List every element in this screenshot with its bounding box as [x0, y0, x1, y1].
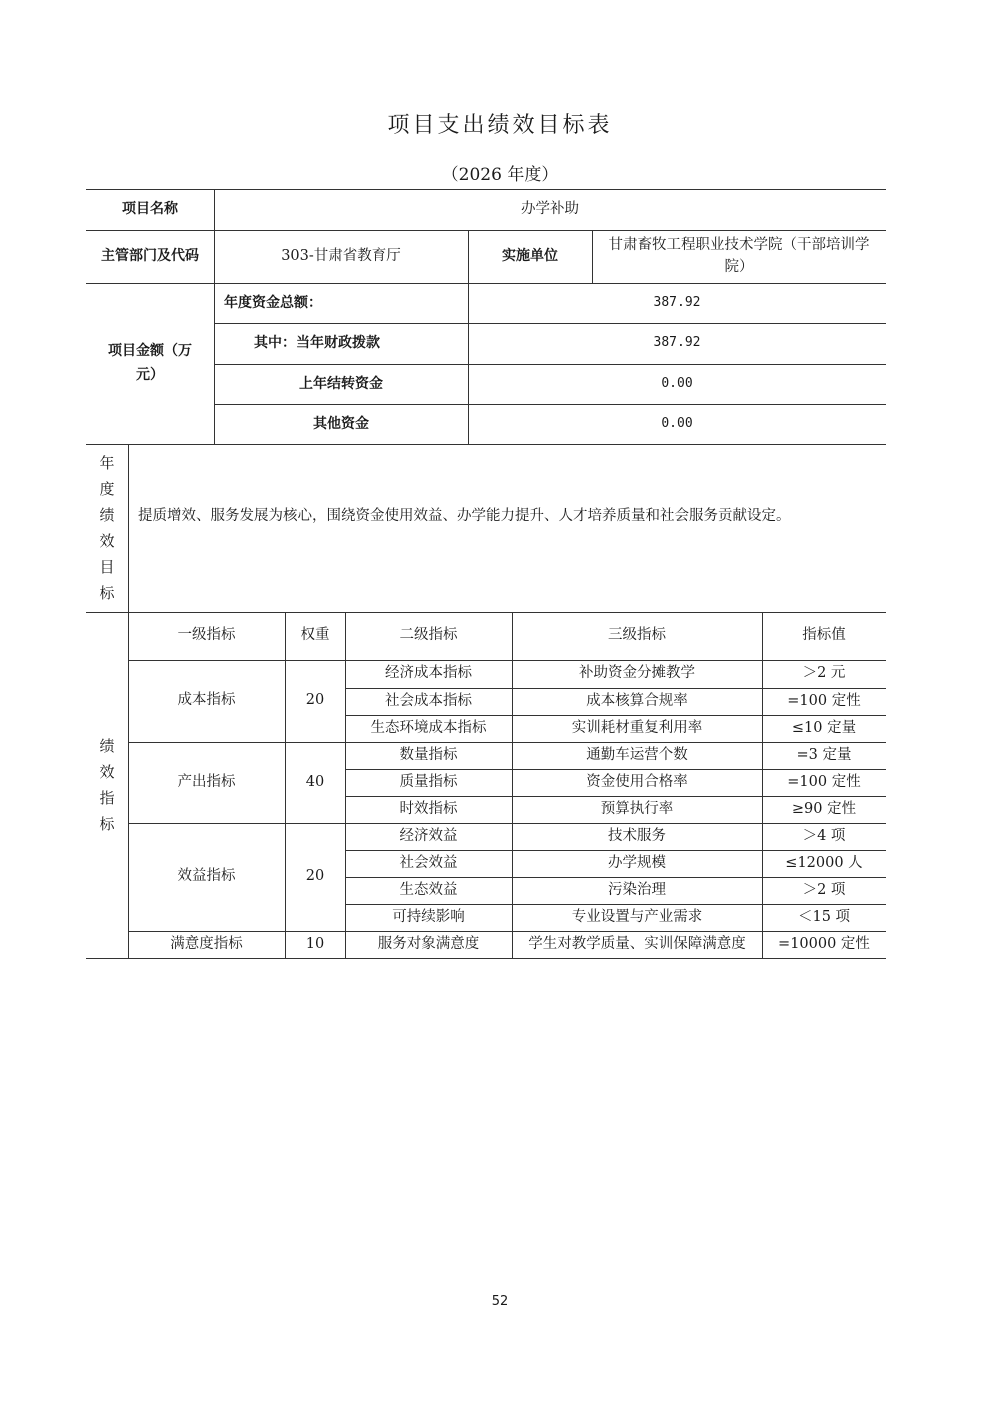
level2-cell: 质量指标 — [399, 773, 458, 790]
level2-cell: 时效指标 — [399, 800, 458, 817]
level3-cell: 实训耗材重复利用率 — [571, 719, 703, 736]
level3-cell: 学生对教学质量、实训保障满意度 — [528, 935, 746, 952]
header-level2: 二级指标 — [399, 627, 458, 644]
implementing-unit-value: 甘肃畜牧工程职业技术学院（干部培训学院） — [608, 237, 870, 275]
header-level3: 三级指标 — [608, 627, 666, 644]
annual-goal-label — [86, 444, 128, 612]
group-satisfaction-weight: 10 — [305, 935, 325, 952]
level2-cell: 社会效益 — [399, 854, 458, 871]
level2-cell: 服务对象满意度 — [377, 935, 480, 952]
value-cell: ＞2 项 — [802, 881, 846, 898]
header-level1: 一级指标 — [177, 627, 236, 644]
level2-cell: 可持续影响 — [392, 908, 465, 925]
project-name-value: 办学补助 — [521, 200, 579, 217]
rule — [86, 958, 886, 959]
level2-cell: 生态效益 — [399, 881, 458, 898]
group-benefit-indicators: 效益指标 — [177, 868, 236, 885]
value-cell: ＞2 元 — [802, 665, 846, 682]
value-cell: =3 定量 — [796, 746, 852, 763]
level3-cell: 资金使用合格率 — [586, 773, 688, 790]
performance-label-char: 指 — [99, 789, 115, 807]
annual-goal-label-char: 度 — [99, 480, 115, 498]
group-cost-weight: 20 — [305, 692, 325, 709]
implementing-unit-label: 实施单位 — [502, 248, 558, 265]
project-name-label: 项目名称 — [122, 201, 178, 218]
document-year: （2026 年度） — [441, 165, 559, 185]
level3-cell: 成本核算合规率 — [586, 692, 688, 709]
level2-cell: 社会成本指标 — [385, 692, 472, 709]
group-output-indicators: 产出指标 — [177, 773, 236, 790]
level2-cell: 经济成本指标 — [385, 665, 472, 682]
project-amount-label: 项目金额（万元） — [108, 342, 192, 383]
annual-goal-label-char: 目 — [99, 558, 115, 576]
value-cell: ≥90 定性 — [791, 800, 857, 817]
value-cell: =100 定性 — [787, 692, 861, 709]
value-cell: ≤10 定量 — [791, 719, 857, 736]
value-cell: =100 定性 — [787, 773, 861, 790]
value-cell: ≤12000 人 — [785, 854, 863, 871]
annual-total-value: 387.92 — [653, 294, 701, 310]
annual-goal-text: 提质增效、服务发展为核心，围绕资金使用效益、办学能力提升、人才培养质量和社会服务贡献设定。 — [138, 508, 791, 525]
level2-cell: 数量指标 — [399, 746, 458, 763]
value-cell: ＞4 项 — [802, 827, 846, 844]
level2-cell: 生态环境成本指标 — [370, 719, 487, 736]
annual-goal-label-char: 效 — [99, 532, 115, 550]
performance-label-char: 标 — [99, 815, 115, 833]
level3-cell: 办学规模 — [608, 854, 666, 871]
carryover-value: 0.00 — [661, 375, 693, 391]
performance-indicators-label — [86, 612, 128, 958]
document-title: 项目支出绩效目标表 — [387, 113, 613, 138]
performance-label-char: 绩 — [99, 737, 115, 755]
carryover-label: 上年结转资金 — [299, 375, 383, 392]
level3-cell: 技术服务 — [608, 827, 666, 844]
department-value: 303-甘肃省教育厅 — [281, 247, 401, 264]
other-funds-value: 0.00 — [661, 415, 693, 431]
annual-goal-label-char: 标 — [99, 584, 115, 602]
fiscal-allocation-label: 其中：当年财政拨款 — [254, 335, 380, 352]
fiscal-allocation-value: 387.92 — [653, 335, 701, 351]
other-funds-label: 其他资金 — [313, 415, 369, 432]
annual-goal-label-char: 年 — [99, 454, 115, 472]
group-cost-indicators: 成本指标 — [177, 692, 236, 709]
level3-cell: 通勤车运营个数 — [586, 746, 688, 763]
annual-total-label: 年度资金总额： — [224, 294, 322, 311]
group-satisfaction-indicators: 满意度指标 — [170, 935, 243, 952]
value-cell: ＜15 项 — [797, 908, 851, 925]
group-output-weight: 40 — [305, 773, 325, 790]
group-benefit-weight: 20 — [305, 868, 325, 885]
page-number: 52 — [491, 1294, 509, 1309]
level3-cell: 污染治理 — [608, 881, 666, 898]
level2-cell: 经济效益 — [399, 827, 458, 844]
department-label: 主管部门及代码 — [101, 248, 199, 265]
performance-label-char: 效 — [99, 763, 115, 781]
header-weight: 权重 — [300, 627, 330, 644]
level3-cell: 专业设置与产业需求 — [571, 908, 703, 925]
header-indicator-value: 指标值 — [802, 627, 846, 644]
level3-cell: 补助资金分摊教学 — [579, 665, 695, 682]
value-cell: =10000 定性 — [778, 935, 870, 952]
annual-goal-label-char: 绩 — [99, 506, 115, 524]
level3-cell: 预算执行率 — [600, 800, 674, 817]
